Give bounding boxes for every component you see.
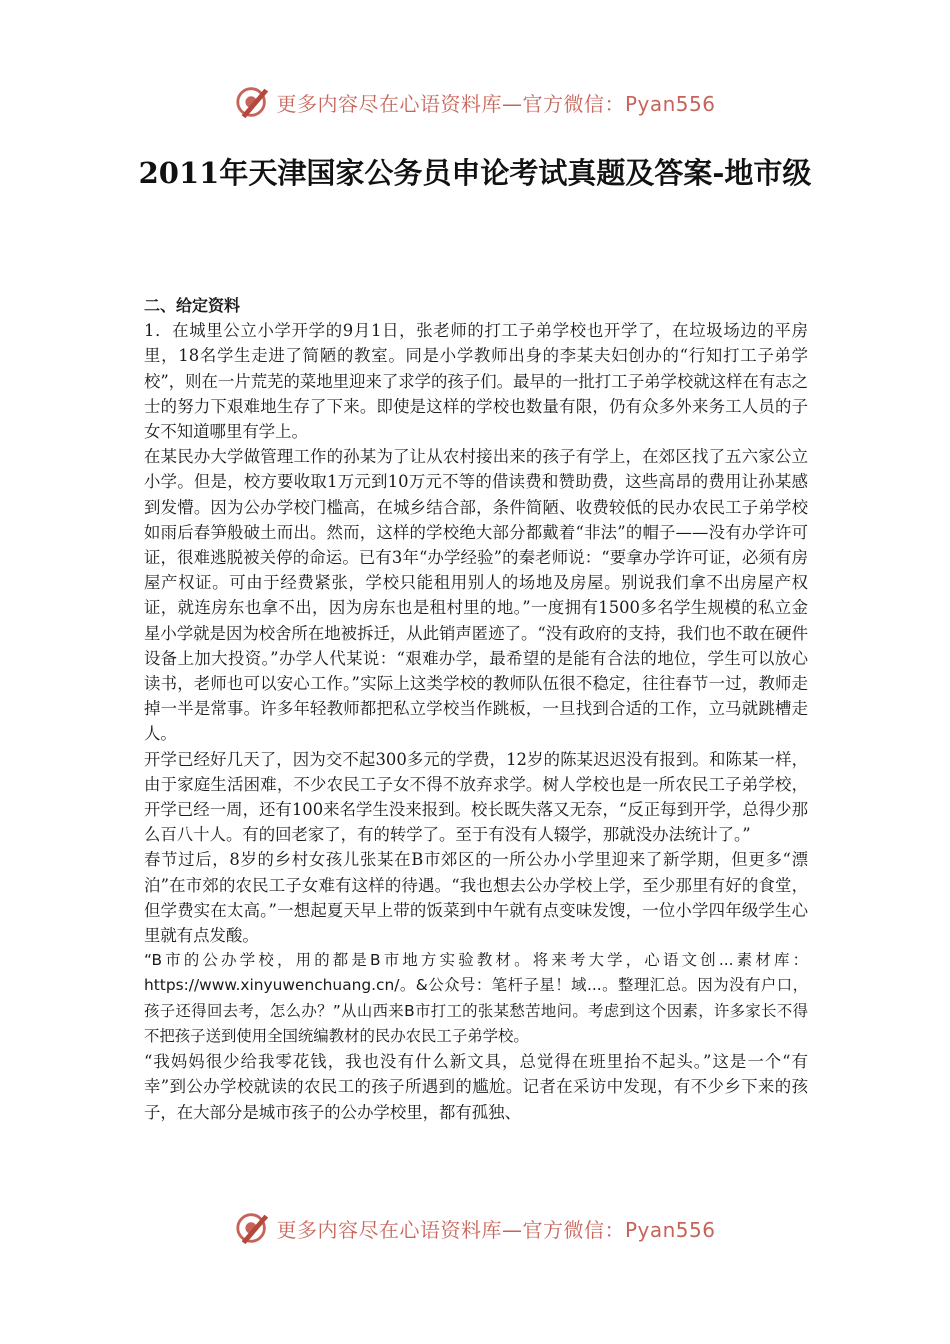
header-banner-text: 更多内容尽在心语资料库—官方微信：Pyan556 — [276, 91, 716, 116]
header-banner — [0, 82, 950, 122]
watermark-paragraph: “B市的公办学校，用的都是B市地方实验教材。将来考大学，心语文创...素材库：https://www.xinyuwenchuang.cn/。&公众号：笔杆子星！域...。整理汇总。因为没有户口，孩子还得回去考，怎么办？”从山西来B市打工的张某愁苦地问。考虑到这个因素，许多家长不得不把孩子送到使用全国统编教材的民办农民工子弟学校。 — [144, 951, 808, 1045]
paragraph-4: 春节过后，8岁的乡村女孩儿张某在B市郊区的一所公办小学里迎来了新学期，但更多“漂泊”在市郊的农民工子女难有这样的待遇。“我也想去公办学校上学，至少那里有好的食堂，但学费实在太高。”一想起夏天早上带的饭菜到中午就有点变味发馊，一位小学四年级学生心里就有点发酸。 — [144, 850, 808, 946]
pen-logo-icon — [234, 83, 272, 121]
section-heading: 二、给定资料 — [144, 296, 241, 315]
paragraph-2: 在某民办大学做管理工作的孙某为了让从农村接出来的孩子有学上，在郊区找了五六家公立小学。但是，校方要收取1万元到10万元不等的借读费和赞助费，这些高昂的费用让孙某感到发懵。因为公办学校门槛高，在城乡结合部，条件简陋、收费较低的民办农民工子弟学校如雨后春笋般破土而出。然而，这样的学校绝大部分都戴着“非法”的帽子——没有办学许可证，很难逃脱被关停的命运。已有3年“办学经验”的秦老师说：“要拿办学许可证，必须有房屋产权证。可由于经费紧张，学校只能租用别人的场地及房屋。别说我们拿不出房屋产权证，就连房东也拿不出，因为房东也是租村里的地。”一度拥有1500多名学生规模的私立金星小学就是因为校舍所在地被拆迁，从此销声匿迹了。“没有政府的支持，我们也不敢在硬件设备上加大投资。”办学人代某说：“艰难办学，最希望的是能有合法的地位，学生可以放心读书，老师也可以安心工作。”实际上这类学校的教师队伍很不稳定，往往春节一过，教师走掉一半是常事。许多年轻教师都把私立学校当作跳板，一旦找到合适的工作，立马就跳槽走人。 — [144, 447, 809, 744]
document-title: 2011年天津国家公务员申论考试真题及答案-地市级 — [138, 156, 812, 190]
footer-banner — [0, 1208, 950, 1248]
paragraph-1: 1．在城里公立小学开学的9月1日，张老师的打工子弟学校也开学了，在垃圾场边的平房里，18名学生走进了简陋的教室。同是小学教师出身的李某夫妇创办的“行知打工子弟学校”，则在一片荒芜的菜地里迎来了求学的孩子们。最早的一批打工子弟学校就这样在有志之士的努力下艰难地生存了下来。即使是这样的学校也数量有限，仍有众多外来务工人员的子女不知道哪里有学上。 — [144, 321, 809, 442]
footer-banner-text: 更多内容尽在心语资料库—官方微信：Pyan556 — [276, 1217, 716, 1242]
paragraph-6: “我妈妈很少给我零花钱，我也没有什么新文具，总觉得在班里抬不起头。”这是一个“有幸”到公办学校就读的农民工的孩子所遇到的尴尬。记者在采访中发现，有不少乡下来的孩子，在大部分是城市孩子的公办学校里，都有孤独、 — [144, 1052, 808, 1122]
paragraph-3: 开学已经好几天了，因为交不起300多元的学费，12岁的陈某迟迟没有报到。和陈某一样，由于家庭生活困难，不少农民工子女不得不放弃求学。树人学校也是一所农民工子弟学校，开学已经一周，还有100来名学生没来报到。校长既失落又无奈，“反正每到开学，总得少那么百八十人。有的回老家了，有的转学了。至于有没有人辍学，那就没办法统计了。” — [144, 749, 808, 845]
document-body — [144, 293, 808, 1125]
pen-logo-icon — [234, 1209, 272, 1247]
